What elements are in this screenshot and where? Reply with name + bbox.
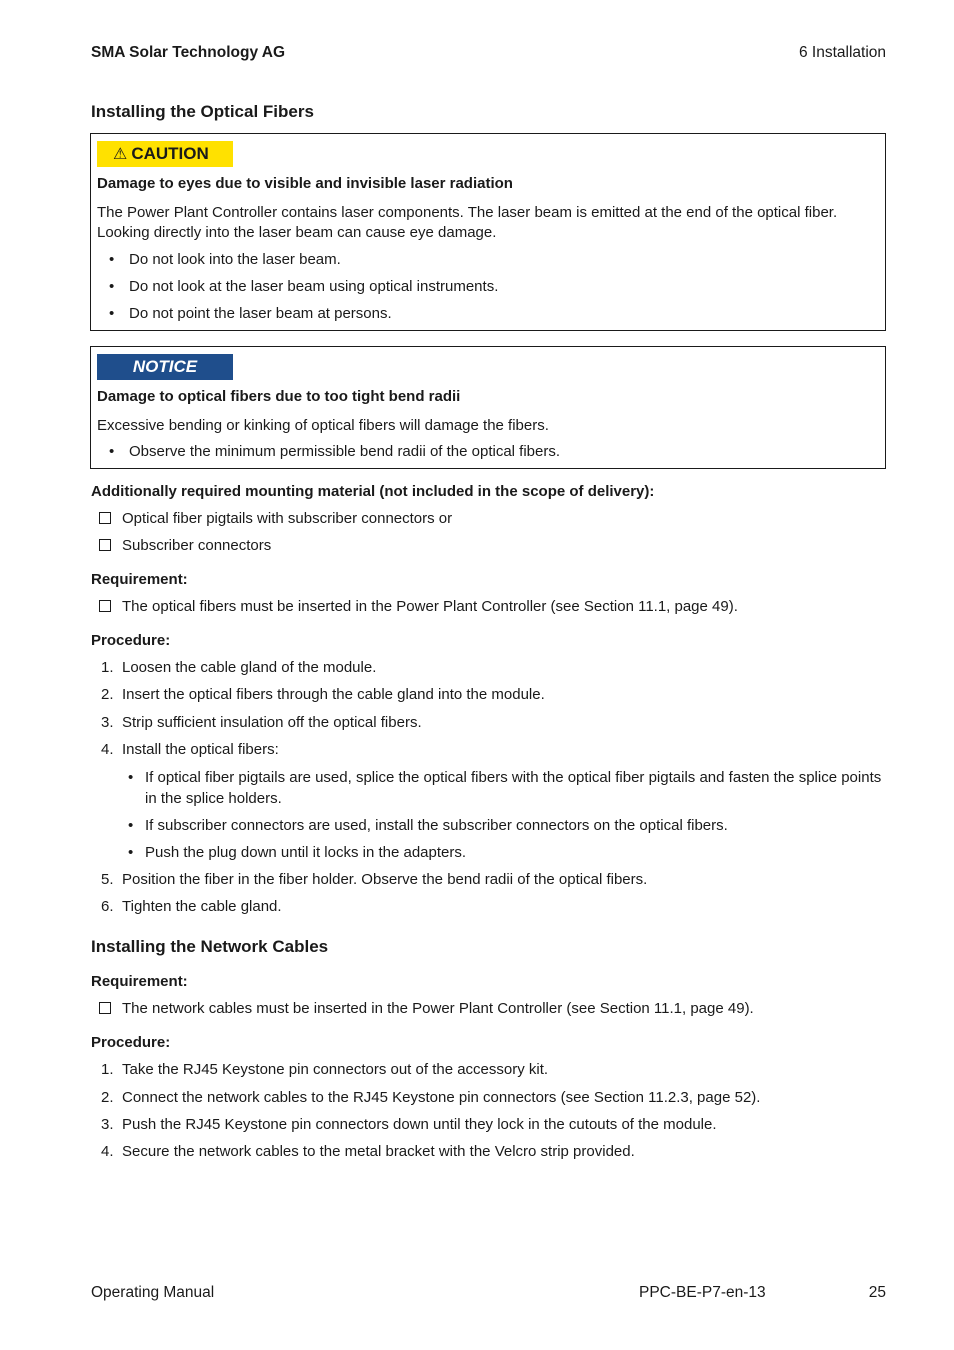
- notice-bullet: • Observe the minimum permissible bend radii of the optical fibers.: [109, 443, 561, 460]
- caution-bullet: • Do not look at the laser beam using optical instruments.: [109, 278, 499, 295]
- checkbox-icon: [99, 600, 111, 612]
- caution-text: The Power Plant Controller contains laser components. The laser beam is emitted at the end of the optical fiber. Looking directly into the laser beam can cause eye damage.: [97, 204, 838, 241]
- procedure-step: 1. Loosen the cable gland of the module.: [101, 659, 377, 676]
- procedure-step: 3. Push the RJ45 Keystone pin connectors down until they lock in the cutouts of the module.: [101, 1116, 717, 1133]
- procedure-step: 6. Tighten the cable gland.: [101, 898, 282, 915]
- caution-badge: [97, 141, 233, 167]
- caution-box: [90, 133, 886, 331]
- caution-label: CAUTION: [131, 144, 209, 163]
- section-title-optical: Installing the Optical Fibers: [91, 102, 314, 121]
- checkbox-icon: [99, 1002, 111, 1014]
- header-company: SMA Solar Technology AG: [91, 44, 286, 61]
- material-heading: Additionally required mounting material (not included in the scope of delivery):: [91, 483, 655, 500]
- requirement-label: Requirement:: [91, 973, 188, 990]
- requirement-item: The network cables must be inserted in the Power Plant Controller (see Section 11.1, page 49).: [99, 1000, 754, 1017]
- procedure-step: 2. Connect the network cables to the RJ45 Keystone pin connectors (see Section 11.2.3, page 52).: [101, 1089, 761, 1106]
- material-item: Optical fiber pigtails with subscriber connectors or: [99, 510, 452, 527]
- procedure-substep: • If optical fiber pigtails are used, splice the optical fibers with the optical fiber pigtails and fasten the splice points in the splice holders.: [128, 769, 882, 807]
- checkbox-icon: [99, 539, 111, 551]
- notice-badge: NOTICE: [97, 354, 233, 380]
- procedure-step: 4. Install the optical fibers:: [101, 741, 279, 758]
- section-title-network: Installing the Network Cables: [91, 937, 329, 956]
- notice-heading: Damage to optical fibers due to too tight bend radii: [97, 388, 461, 405]
- caution-bullet: • Do not look into the laser beam.: [109, 251, 341, 268]
- footer-manual: Operating Manual: [91, 1284, 215, 1301]
- procedure-label: Procedure:: [91, 1034, 171, 1051]
- requirement-label: Requirement:: [91, 571, 188, 588]
- procedure-step: 3. Strip sufficient insulation off the optical fibers.: [101, 714, 422, 731]
- procedure-label: Procedure:: [91, 632, 171, 649]
- procedure-step: 4. Secure the network cables to the metal bracket with the Velcro strip provided.: [101, 1143, 635, 1160]
- material-item: Subscriber connectors: [99, 537, 271, 554]
- caution-heading: Damage to eyes due to visible and invisible laser radiation: [97, 175, 513, 192]
- notice-box: [90, 346, 886, 469]
- requirement-item: The optical fibers must be inserted in the Power Plant Controller (see Section 11.1, page 49).: [99, 598, 738, 615]
- procedure-substep: • Push the plug down until it locks in the adapters.: [128, 844, 467, 861]
- caution-bullet: • Do not point the laser beam at persons.: [109, 305, 392, 322]
- procedure-step: 1. Take the RJ45 Keystone pin connectors out of the accessory kit.: [101, 1061, 549, 1078]
- warning-triangle-icon: ⚠: [113, 146, 128, 163]
- footer-doc-id: PPC-BE-P7-en-13: [639, 1284, 766, 1301]
- procedure-step: 2. Insert the optical fibers through the cable gland into the module.: [101, 686, 545, 703]
- checkbox-icon: [99, 512, 111, 524]
- procedure-substep: • If subscriber connectors are used, install the subscriber connectors on the optical fibers.: [128, 817, 728, 834]
- header-section: 6 Installation: [798, 44, 886, 61]
- procedure-step: 5. Position the fiber in the fiber holder. Observe the bend radii of the optical fibers.: [101, 871, 648, 888]
- footer-page-number: 25: [868, 1284, 886, 1301]
- notice-text: Excessive bending or kinking of optical fibers will damage the fibers.: [97, 417, 549, 434]
